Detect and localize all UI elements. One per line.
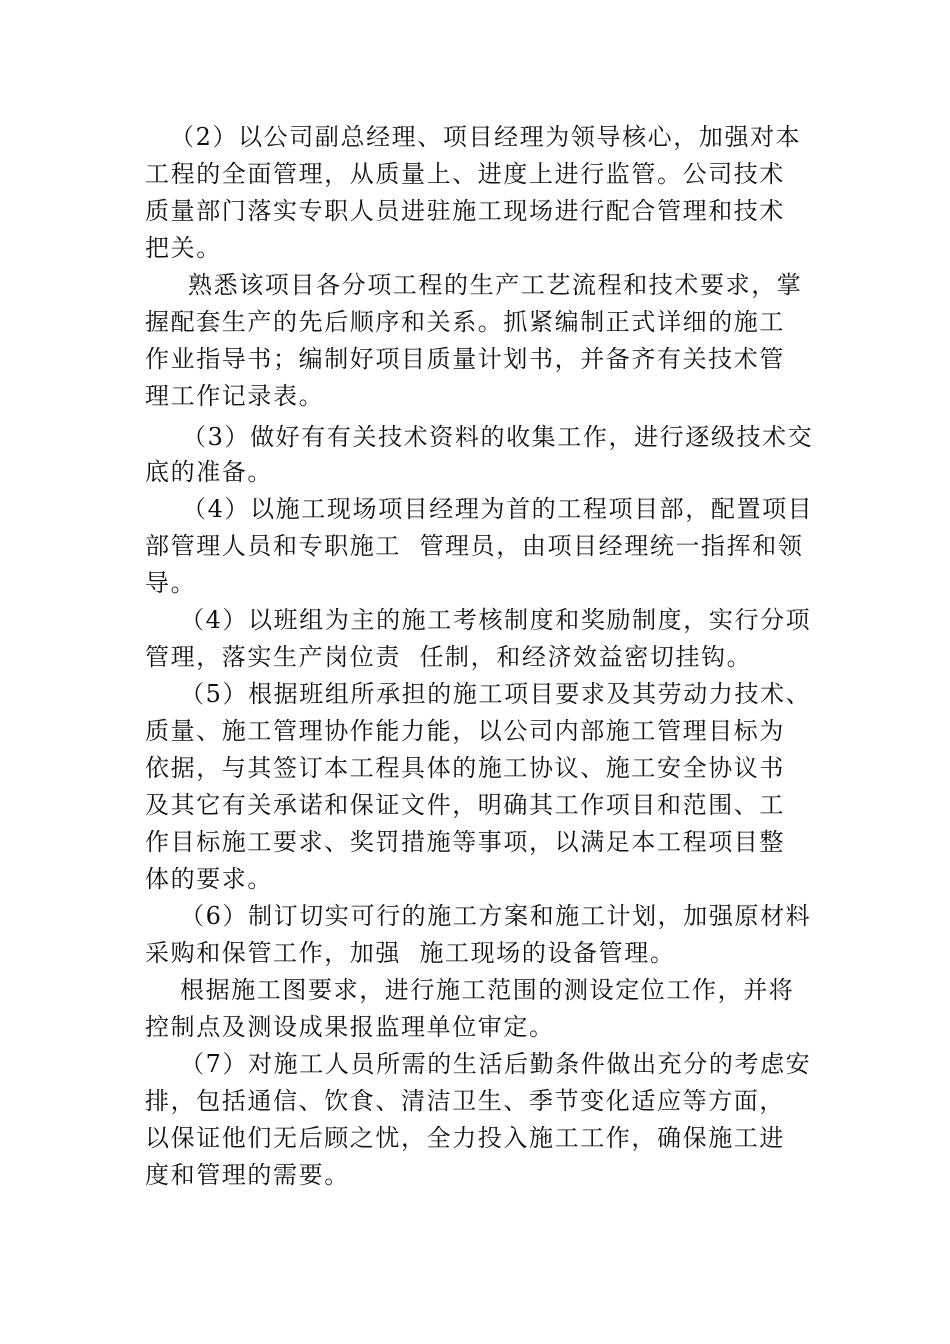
text-line: 底的准备。 <box>145 458 273 486</box>
text-line: 体的要求。 <box>145 865 273 893</box>
text-line: 握配套生产的先后顺序和关系。抓紧编制正式详细的施工 <box>145 308 785 336</box>
text-line: 以保证他们无后顾之忧，全力投入施工工作，确保施工进 <box>145 1124 785 1152</box>
text-line: 采购和保管工作，加强 施工现场的设备管理。 <box>145 939 676 967</box>
text-line: （7）对施工人员所需的生活后勤条件做出充分的考虑安 <box>180 1050 812 1078</box>
text-line: 依据，与其签订本工程具体的施工协议、施工安全协议书 <box>145 754 785 782</box>
text-line: （2）以公司副总经理、项目经理为领导核心，加强对本 <box>170 123 802 151</box>
text-line: 部管理人员和专职施工 管理员，由项目经理统一指挥和领 <box>145 532 804 560</box>
text-line: 度和管理的需要。 <box>145 1161 350 1189</box>
text-line: 工程的全面管理，从质量上、进度上进行监管。公司技术 <box>145 160 785 188</box>
text-line: 排，包括通信、饮食、清洁卫生、季节变化适应等方面， <box>145 1087 785 1115</box>
text-line: （5）根据班组所承担的施工项目要求及其劳动力技术、 <box>180 680 812 708</box>
text-line: 质量部门落实专职人员进驻施工现场进行配合管理和技术 <box>145 197 785 225</box>
text-line: 控制点及测设成果报监理单位审定。 <box>145 1013 555 1041</box>
text-line: （4）以班组为主的施工考核制度和奖励制度，实行分项 <box>180 606 812 634</box>
text-line: 把关。 <box>145 234 222 262</box>
text-line: 作业指导书；编制好项目质量计划书，并备齐有关技术管 <box>145 345 785 373</box>
text-line: 及其它有关承诺和保证文件，明确其工作项目和范围、工 <box>145 791 785 819</box>
text-line: 导。 <box>145 569 197 597</box>
text-line: 作目标施工要求、奖罚措施等事项，以满足本工程项目整 <box>145 828 785 856</box>
text-line: 管理，落实生产岗位责 任制，和经济效益密切挂钩。 <box>145 643 753 671</box>
text-line: 理工作记录表。 <box>145 382 325 410</box>
text-line: 熟悉该项目各分项工程的生产工艺流程和技术要求，掌 <box>188 271 803 299</box>
text-line: （3）做好有有关技术资料的收集工作，进行逐级技术交 <box>182 423 814 451</box>
text-line: （4）以施工现场项目经理为首的工程项目部，配置项目 <box>182 495 814 523</box>
text-line: 质量、施工管理协作能力能，以公司内部施工管理目标为 <box>145 717 785 745</box>
text-line: （6）制订切实可行的施工方案和施工计划，加强原材料 <box>180 902 812 930</box>
text-line: 根据施工图要求，进行施工范围的测设定位工作，并将 <box>180 976 795 1004</box>
